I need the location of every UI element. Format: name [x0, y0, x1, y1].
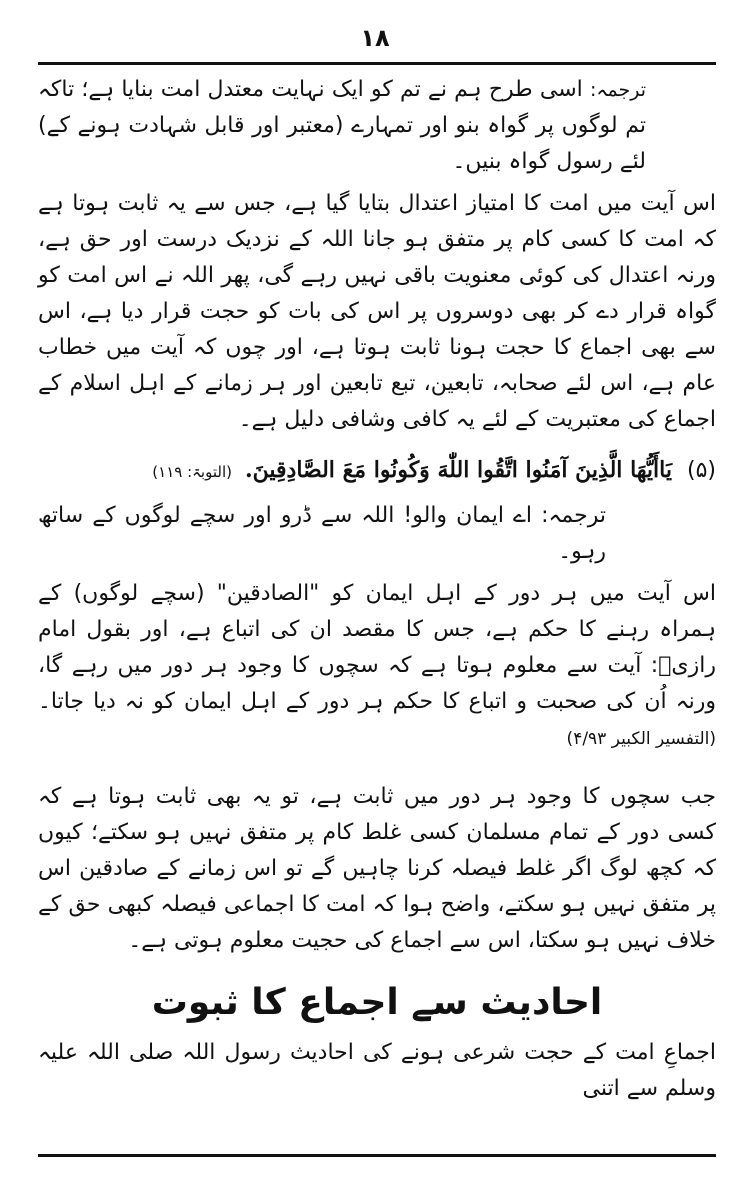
- translation-2-text: اے ایمان والو! اللہ سے ڈرو اور سچے لوگوں کے ساتھ رہو۔: [38, 503, 606, 564]
- tafsir-citation: (التفسیر الکبیر ۴/۹۳): [566, 729, 716, 749]
- paragraph-4-start: اجماعِ امت کے حجت شرعی ہونے کی احادیث رسول اللہ صلی اللہ علیہ وسلم سے اتنی: [38, 1040, 716, 1101]
- quran-verse: [38, 452, 716, 490]
- translation-1-text: اسی طرح ہم نے تم کو ایک نہایت معتدل امت بنایا ہے؛ تاکہ تم لوگوں پر گواہ بنو اور تمہارے (معتبر اور قابل شہادت ہونے کے) لئے رسول گواہ بنیں۔: [38, 77, 646, 174]
- top-rule: [38, 62, 716, 65]
- translation-1: [38, 72, 716, 180]
- section-heading: احادیث سے اجماع کا ثبوت: [151, 982, 603, 1023]
- paragraph-2-text: اس آیت میں ہر دور کے اہل ایمان کو "الصادقین" (سچے لوگوں) کے ہمراہ رہنے کا حکم ہے، جس کا مقصد ان کی اتباع ہے، اور بقول امام رازیؒ: آیت سے معلوم ہوتا ہے کہ سچوں کا وجود ہر دور میں رہے گا، ورنہ اُن کی صحبت و اتباع کا حکم ہر دور کے اہل ایمان کو نہ دیا جاتا۔: [38, 581, 717, 714]
- bottom-rule: [38, 1154, 716, 1157]
- translation-2: [38, 498, 716, 570]
- page-content: [38, 72, 716, 1107]
- page-number: ۱۸: [360, 24, 390, 52]
- translation-2-label: ترجمہ:: [541, 503, 606, 528]
- verse-reference: (التوبۃ: ۱۱۹): [152, 463, 232, 481]
- translation-1-label: ترجمہ:: [589, 79, 646, 101]
- verse-arabic: يَاأَيُّهَا الَّذِينَ آمَنُوا اتَّقُوا اللّٰهَ وَكُونُوا مَعَ الصَّادِقِينَ.: [244, 457, 672, 483]
- paragraph-3: جب سچوں کا وجود ہر دور میں ثابت ہے، تو یہ بھی ثابت ہوتا ہے کہ کسی دور کے تمام مسلمان کسی غلط کام پر متفق نہیں ہو سکتے؛ کیوں کہ کچھ لوگ اگر غلط فیصلہ کرنا چاہیں گے تو اس زمانے کے صادقین اس پر متفق نہیں ہو سکتے، واضح ہوا کہ امت کا اجماعی فیصلہ کبھی حق کے خلاف نہیں ہو سکتا، اس سے اجماع کی حجیت معلوم ہوتی ہے۔: [38, 784, 716, 953]
- verse-number: (۵): [686, 458, 716, 483]
- paragraph-1: اس آیت میں امت کا امتیاز اعتدال بتایا گیا ہے، جس سے یہ ثابت ہوتا ہے کہ امت کا کسی کام پر متفق ہو جانا اللہ کے نزدیک درست اور حق ہے، ورنہ اعتدال کی کوئی معنویت باقی نہیں رہے گی، پھر اللہ نے اس امت کو گواہ قرار دے کر بھی دوسروں پر اس کی بات کو حجت قرار دیا ہے، اس سے بھی اجماع کا حجت ہونا ثابت ہوتا ہے، اور چوں کہ آیت میں خطاب عام ہے، اس لئے صحابہ، تابعین، تبع تابعین اور ہر زمانے کے اہل اسلام کے اجماع کی معتبریت کے لئے یہ کافی وشافی دلیل ہے۔: [38, 191, 716, 432]
- paragraph-2: [38, 576, 716, 757]
